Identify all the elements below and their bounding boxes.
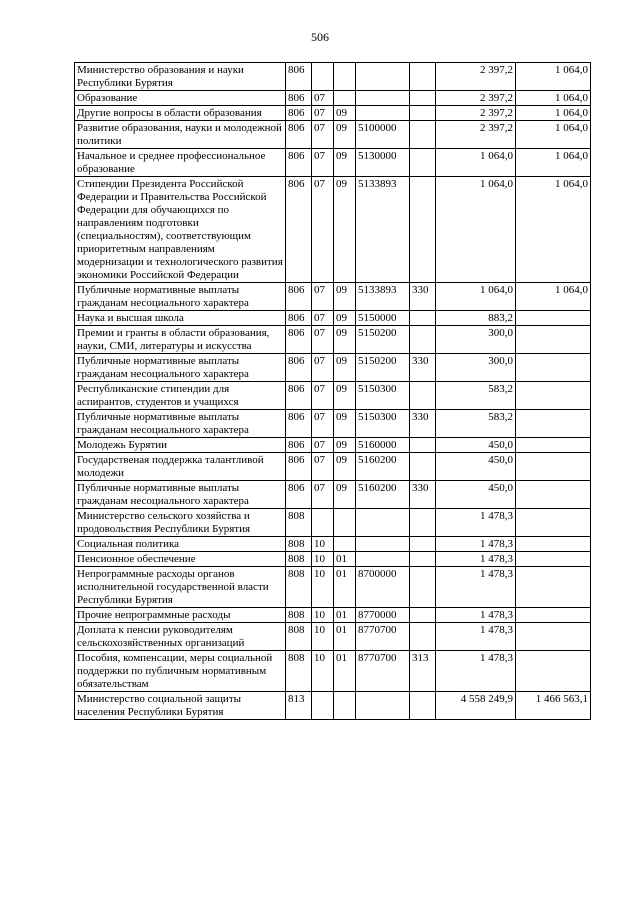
- section-code: 07: [312, 453, 334, 481]
- target-article-code: 5160000: [356, 438, 410, 453]
- expense-type-code: [410, 567, 436, 608]
- amount-secondary: [516, 509, 591, 537]
- amount-total: 2 397,2: [436, 63, 516, 91]
- amount-total: 883,2: [436, 311, 516, 326]
- expense-type-code: [410, 537, 436, 552]
- table-row: [75, 382, 591, 410]
- admin-code: 806: [286, 283, 312, 311]
- amount-total: 1 064,0: [436, 177, 516, 283]
- amount-secondary: [516, 410, 591, 438]
- expense-type-code: [410, 453, 436, 481]
- row-name: Наука и высшая школа: [75, 311, 286, 326]
- amount-secondary: 1 064,0: [516, 63, 591, 91]
- amount-total: 450,0: [436, 453, 516, 481]
- table-row: [75, 121, 591, 149]
- subsection-code: [334, 537, 356, 552]
- amount-secondary: 1 064,0: [516, 121, 591, 149]
- expense-type-code: [410, 326, 436, 354]
- admin-code: 806: [286, 149, 312, 177]
- admin-code: 806: [286, 177, 312, 283]
- table-row: [75, 283, 591, 311]
- target-article-code: 5100000: [356, 121, 410, 149]
- section-code: 07: [312, 354, 334, 382]
- admin-code: 808: [286, 623, 312, 651]
- section-code: 10: [312, 651, 334, 692]
- table-row: [75, 438, 591, 453]
- amount-total: 1 478,3: [436, 623, 516, 651]
- expense-type-code: [410, 106, 436, 121]
- expense-type-code: [410, 552, 436, 567]
- admin-code: 808: [286, 537, 312, 552]
- table-row: [75, 410, 591, 438]
- amount-total: 1 478,3: [436, 509, 516, 537]
- target-article-code: 5133893: [356, 283, 410, 311]
- row-name: Публичные нормативные выплаты гражданам несоциального характера: [75, 481, 286, 509]
- section-code: 10: [312, 567, 334, 608]
- target-article-code: [356, 509, 410, 537]
- table-row: [75, 481, 591, 509]
- table-row: [75, 623, 591, 651]
- amount-total: 1 478,3: [436, 651, 516, 692]
- target-article-code: 8770700: [356, 623, 410, 651]
- admin-code: 808: [286, 509, 312, 537]
- target-article-code: 8770000: [356, 608, 410, 623]
- target-article-code: 5150000: [356, 311, 410, 326]
- target-article-code: 8770700: [356, 651, 410, 692]
- subsection-code: 09: [334, 177, 356, 283]
- row-name: Публичные нормативные выплаты гражданам несоциального характера: [75, 410, 286, 438]
- table-row: [75, 453, 591, 481]
- target-article-code: [356, 552, 410, 567]
- target-article-code: 5160200: [356, 481, 410, 509]
- amount-total: 1 064,0: [436, 149, 516, 177]
- section-code: 07: [312, 149, 334, 177]
- admin-code: 806: [286, 481, 312, 509]
- table-row: [75, 177, 591, 283]
- amount-secondary: 1 064,0: [516, 177, 591, 283]
- amount-total: 583,2: [436, 410, 516, 438]
- subsection-code: 01: [334, 567, 356, 608]
- target-article-code: [356, 63, 410, 91]
- amount-secondary: [516, 311, 591, 326]
- table-row: [75, 552, 591, 567]
- subsection-code: 09: [334, 121, 356, 149]
- admin-code: 806: [286, 326, 312, 354]
- target-article-code: 5133893: [356, 177, 410, 283]
- table-body: [75, 63, 591, 720]
- section-code: 07: [312, 177, 334, 283]
- amount-secondary: [516, 481, 591, 509]
- table-row: [75, 651, 591, 692]
- expense-type-code: 330: [410, 410, 436, 438]
- budget-table: [74, 62, 591, 720]
- subsection-code: 09: [334, 438, 356, 453]
- target-article-code: 8700000: [356, 567, 410, 608]
- subsection-code: 09: [334, 283, 356, 311]
- section-code: 07: [312, 121, 334, 149]
- target-article-code: 5150300: [356, 382, 410, 410]
- admin-code: 806: [286, 91, 312, 106]
- section-code: 07: [312, 438, 334, 453]
- row-name: Министерство сельского хозяйства и продовольствия Республики Бурятия: [75, 509, 286, 537]
- row-name: Публичные нормативные выплаты гражданам несоциального характера: [75, 283, 286, 311]
- row-name: Молодежь Бурятии: [75, 438, 286, 453]
- expense-type-code: [410, 438, 436, 453]
- target-article-code: 5150200: [356, 326, 410, 354]
- amount-secondary: [516, 326, 591, 354]
- subsection-code: 09: [334, 311, 356, 326]
- amount-secondary: 1 064,0: [516, 149, 591, 177]
- target-article-code: 5160200: [356, 453, 410, 481]
- page-number: 506: [311, 30, 329, 44]
- expense-type-code: [410, 177, 436, 283]
- expense-type-code: [410, 623, 436, 651]
- admin-code: 806: [286, 354, 312, 382]
- amount-total: 300,0: [436, 354, 516, 382]
- amount-total: 1 478,3: [436, 567, 516, 608]
- admin-code: 806: [286, 63, 312, 91]
- subsection-code: [334, 91, 356, 106]
- row-name: Развитие образования, науки и молодежной политики: [75, 121, 286, 149]
- amount-total: 300,0: [436, 326, 516, 354]
- target-article-code: [356, 106, 410, 121]
- table-row: [75, 537, 591, 552]
- row-name: Начальное и среднее профессиональное образование: [75, 149, 286, 177]
- expense-type-code: [410, 63, 436, 91]
- admin-code: 813: [286, 692, 312, 720]
- table-row: [75, 63, 591, 91]
- admin-code: 808: [286, 552, 312, 567]
- section-code: [312, 63, 334, 91]
- table-row: [75, 354, 591, 382]
- admin-code: 806: [286, 438, 312, 453]
- amount-total: 1 478,3: [436, 537, 516, 552]
- expense-type-code: 330: [410, 481, 436, 509]
- section-code: 10: [312, 537, 334, 552]
- admin-code: 806: [286, 121, 312, 149]
- row-name: Прочие непрограммные расходы: [75, 608, 286, 623]
- table-row: [75, 326, 591, 354]
- expense-type-code: [410, 121, 436, 149]
- section-code: 07: [312, 106, 334, 121]
- row-name: Государственая поддержка талантливой молодежи: [75, 453, 286, 481]
- row-name: Социальная политика: [75, 537, 286, 552]
- amount-secondary: [516, 537, 591, 552]
- expense-type-code: [410, 91, 436, 106]
- section-code: 10: [312, 608, 334, 623]
- amount-total: 1 064,0: [436, 283, 516, 311]
- amount-total: 2 397,2: [436, 91, 516, 106]
- target-article-code: [356, 692, 410, 720]
- amount-secondary: 1 466 563,1: [516, 692, 591, 720]
- expense-type-code: [410, 608, 436, 623]
- table-row: [75, 91, 591, 106]
- subsection-code: [334, 692, 356, 720]
- table-row: [75, 509, 591, 537]
- row-name: Республиканские стипендии для аспирантов, студентов и учащихся: [75, 382, 286, 410]
- table-row: [75, 149, 591, 177]
- subsection-code: 09: [334, 326, 356, 354]
- amount-total: 2 397,2: [436, 121, 516, 149]
- admin-code: 808: [286, 608, 312, 623]
- table-row: [75, 608, 591, 623]
- table-row: [75, 311, 591, 326]
- subsection-code: 09: [334, 106, 356, 121]
- amount-secondary: 1 064,0: [516, 283, 591, 311]
- row-name: Пенсионное обеспечение: [75, 552, 286, 567]
- section-code: 07: [312, 91, 334, 106]
- expense-type-code: [410, 149, 436, 177]
- expense-type-code: [410, 509, 436, 537]
- section-code: 07: [312, 283, 334, 311]
- subsection-code: 01: [334, 651, 356, 692]
- admin-code: 806: [286, 453, 312, 481]
- row-name: Доплата к пенсии руководителям сельскохозяйственных организаций: [75, 623, 286, 651]
- subsection-code: [334, 63, 356, 91]
- table-row: [75, 692, 591, 720]
- section-code: 07: [312, 481, 334, 509]
- section-code: [312, 692, 334, 720]
- amount-secondary: 1 064,0: [516, 106, 591, 121]
- row-name: Стипендии Президента Российской Федерации и Правительства Российской Федерации для обучающихся по направлениям подготовки (специальностям), соответствующим приоритетным направлениям модернизации и технологического развития экономики Российской Федерации: [75, 177, 286, 283]
- section-code: 07: [312, 382, 334, 410]
- admin-code: 806: [286, 311, 312, 326]
- subsection-code: 01: [334, 623, 356, 651]
- row-name: Непрограммные расходы органов исполнительной государственной власти Республики Бурятия: [75, 567, 286, 608]
- target-article-code: 5130000: [356, 149, 410, 177]
- row-name: Премии и гранты в области образования, науки, СМИ, литературы и искусства: [75, 326, 286, 354]
- amount-total: 4 558 249,9: [436, 692, 516, 720]
- admin-code: 806: [286, 106, 312, 121]
- admin-code: 808: [286, 567, 312, 608]
- target-article-code: [356, 91, 410, 106]
- amount-total: 583,2: [436, 382, 516, 410]
- amount-secondary: [516, 567, 591, 608]
- amount-secondary: 1 064,0: [516, 91, 591, 106]
- amount-total: 1 478,3: [436, 608, 516, 623]
- section-code: 10: [312, 623, 334, 651]
- subsection-code: 01: [334, 552, 356, 567]
- table-row: [75, 106, 591, 121]
- table-row: [75, 567, 591, 608]
- amount-total: 1 478,3: [436, 552, 516, 567]
- amount-secondary: [516, 552, 591, 567]
- section-code: 07: [312, 326, 334, 354]
- subsection-code: 09: [334, 149, 356, 177]
- row-name: Публичные нормативные выплаты гражданам несоциального характера: [75, 354, 286, 382]
- section-code: 07: [312, 311, 334, 326]
- subsection-code: 09: [334, 481, 356, 509]
- row-name: Министерство социальной защиты населения Республики Бурятия: [75, 692, 286, 720]
- amount-total: 2 397,2: [436, 106, 516, 121]
- expense-type-code: [410, 382, 436, 410]
- admin-code: 806: [286, 382, 312, 410]
- subsection-code: 09: [334, 354, 356, 382]
- amount-secondary: [516, 438, 591, 453]
- subsection-code: [334, 509, 356, 537]
- amount-total: 450,0: [436, 438, 516, 453]
- subsection-code: 09: [334, 453, 356, 481]
- expense-type-code: 330: [410, 283, 436, 311]
- expense-type-code: 313: [410, 651, 436, 692]
- amount-secondary: [516, 608, 591, 623]
- row-name: Министерство образования и науки Республики Бурятия: [75, 63, 286, 91]
- amount-secondary: [516, 651, 591, 692]
- row-name: Другие вопросы в области образования: [75, 106, 286, 121]
- section-code: 07: [312, 410, 334, 438]
- subsection-code: 01: [334, 608, 356, 623]
- target-article-code: [356, 537, 410, 552]
- subsection-code: 09: [334, 410, 356, 438]
- row-name: Образование: [75, 91, 286, 106]
- expense-type-code: [410, 692, 436, 720]
- amount-secondary: [516, 623, 591, 651]
- admin-code: 806: [286, 410, 312, 438]
- amount-total: 450,0: [436, 481, 516, 509]
- subsection-code: 09: [334, 382, 356, 410]
- target-article-code: 5150300: [356, 410, 410, 438]
- expense-type-code: 330: [410, 354, 436, 382]
- amount-secondary: [516, 354, 591, 382]
- section-code: [312, 509, 334, 537]
- admin-code: 808: [286, 651, 312, 692]
- amount-secondary: [516, 453, 591, 481]
- row-name: Пособия, компенсации, меры социальной поддержки по публичным нормативным обязательствам: [75, 651, 286, 692]
- amount-secondary: [516, 382, 591, 410]
- expense-type-code: [410, 311, 436, 326]
- target-article-code: 5150200: [356, 354, 410, 382]
- section-code: 10: [312, 552, 334, 567]
